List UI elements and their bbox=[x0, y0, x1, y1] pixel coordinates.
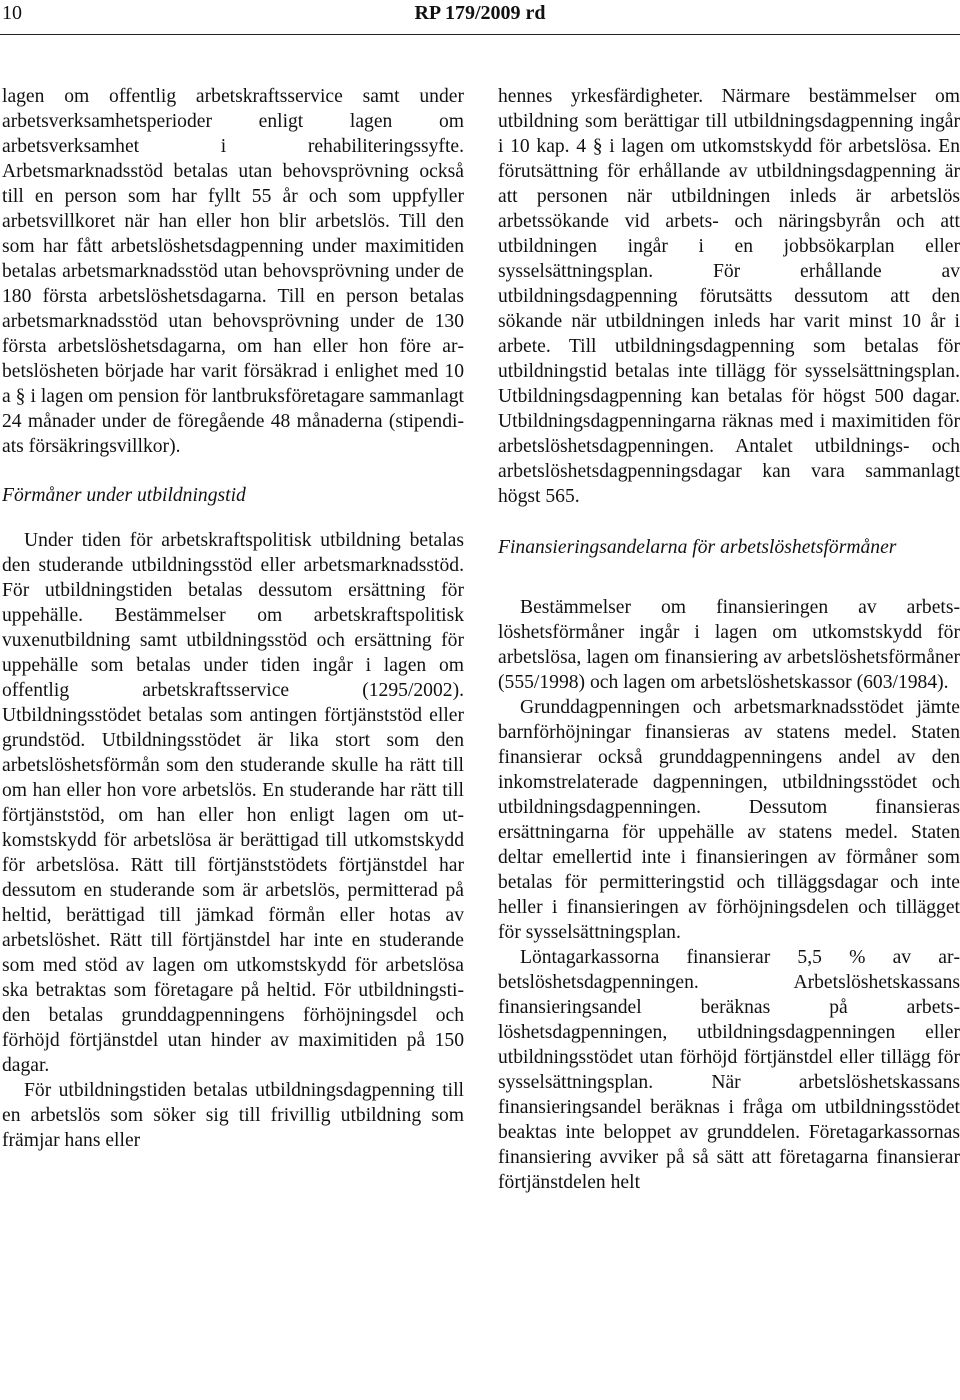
page-header bbox=[0, 0, 960, 30]
right-column bbox=[498, 84, 960, 1195]
header-rule bbox=[0, 34, 960, 35]
paragraph: Löntagarkassorna finansierar 5,5 % av arbetslöshetsdagpenningen. Arbetslöshetskassans finansieringsandel beräknas på arbetslöshetsdagpenningen, utbildningsdagpenningen eller utbildningsstödet utan förhöjd förtjänstdel eller tillägg för sysselsättningsplan. När arbetslöshetskassans finansieringsandel beräknas i fråga om utbildningsstödet beaktas inte beloppet av grunddelen. Företagarkassornas finansiering avviker på så sätt att företagarna finansierar förtjänstdelen helt bbox=[498, 947, 960, 1193]
paragraph: hennes yrkesfärdigheter. Närmare bestämmelser om utbildning som berättigar till utbildningsdagpenning ingår i 10 kap. 4 § i lagen om utkomstskydd för arbetslösa. En förutsättning för erhållande av utbildningsdagpenning är att personen när utbildningen inleds är arbetslös arbetssökande vid arbets- och näringsbyrån och att utbildningen ingår i en jobbsökarplan eller sysselsättningsplan. För erhållande av utbildningsdagpenning förutsätts dessutom att den sökande när utbildningen inleds har varit minst 10 år i arbete. Till utbildningsdagpenning som betalas för utbildningstid betalas inte tillägg för sysselsättningsplan. Utbildningsdagpenning kan betalas för högst 500 dagar. Utbildningsdagpenningarna räknas med i maximitiden för arbetslöshetsdagpenningen. Antalet utbildnings- och arbetslöshetsdagpenningsdagar kan vara sammanlagt högst 565. bbox=[498, 86, 960, 507]
section-heading: Förmåner under utbildningstid bbox=[2, 485, 246, 506]
paragraph: För utbildningstiden betalas utbildningsdagpenning till en arbetslös som söker sig till frivillig utbildning som främjar hans eller bbox=[2, 1080, 464, 1151]
paragraph: Bestämmelser om finansieringen av arbetslöshetsförmåner ingår i lagen om utkomstskydd för arbetslösa, lagen om finansiering av arbetslöshetsförmåner (555/1998) och lagen om arbetslöshetskassor (603/1984). bbox=[498, 597, 960, 693]
left-column bbox=[2, 84, 464, 1153]
section-heading: Finansieringsandelarna för arbetslöshetsförmåner bbox=[498, 537, 897, 558]
paragraph: lagen om offentlig arbetskraftsservice samt under arbetsverksamhetsperioder enligt lagen om arbetsverksamhet i rehabiliteringssyfte. Arbetsmarknadsstöd betalas utan behovsprövning också till en person som har fyllt 55 år och som uppfyller arbetsvillkoret när han eller hon blir arbetslös. Till den som har fått arbetslöshetsdagpenning under maximitiden betalas arbetsmarknadsstöd utan behovsprövning under de 180 första arbetslöshetsdagarna. Till en person betalas arbetsmarknadsstöd utan behovsprövning under de 130 första arbetslöshetsdagarna, om han eller hon före arbetslösheten började har varit försäkrad i enlighet med 10 a § i lagen om pension för lantbruksföretagare sammanlagt 24 månader under de föregående 48 månaderna (stipendiats försäkringsvillkor). bbox=[2, 86, 464, 457]
document-id: RP 179/2009 rd bbox=[414, 2, 546, 24]
paragraph: Under tiden för arbetskraftspolitisk utbildning betalas den studerande utbildningsstöd eller arbetsmarknadsstöd. För utbildningstiden betalas dessutom ersättning för uppehälle. Bestämmelser om arbetskraftspolitisk vuxenutbildning samt utbildningsstöd och ersättning för uppehälle som betalas under tiden ingår i lagen om offentlig arbetskraftsservice (1295/2002). Utbildningsstödet betalas som antingen förtjänststöd eller grundstöd. Utbildningsstödet är lika stort som den arbetslöshetsförmån som den studerande skulle ha rätt till om han eller hon vore arbetslös. En studerande har rätt till förtjänststöd, om han eller hon enligt lagen om utkomstskydd för arbetslösa är berättigad till utkomstskydd för arbetslösa. Rätt till förtjänststödets förtjänstdel har dessutom en studerande som är arbetslös, permitterad på heltid, berättigad till jämkad förmån eller hotas av arbetslöshet. Rätt till förtjänstdel har inte en studerande som med stöd av lagen om utkomstskydd för arbetslösa ska betraktas som företagare på heltid. För utbildningstiden betalas grunddagpenningens förhöjningsdel och förhöjd förtjänstdel utan hinder av maximitiden på 150 dagar. bbox=[2, 530, 464, 1076]
page-number: 10 bbox=[2, 2, 22, 24]
paragraph: Grunddagpenningen och arbetsmarknadsstödet jämte barnförhöjningar finansieras av statens medel. Staten finansierar också grunddagpenningens andel av den inkomstrelaterade dagpenningen, utbildningsstödet och utbildningsdagpenningen. Dessutom finansieras ersättningarna för uppehälle av statens medel. Staten deltar emellertid inte i finansieringen av förmåner som betalas för permitteringstid och tilläggsdagar och inte heller i finansieringen av förhöjningsdelen och tillägget för sysselsättningsplan. bbox=[498, 697, 960, 943]
